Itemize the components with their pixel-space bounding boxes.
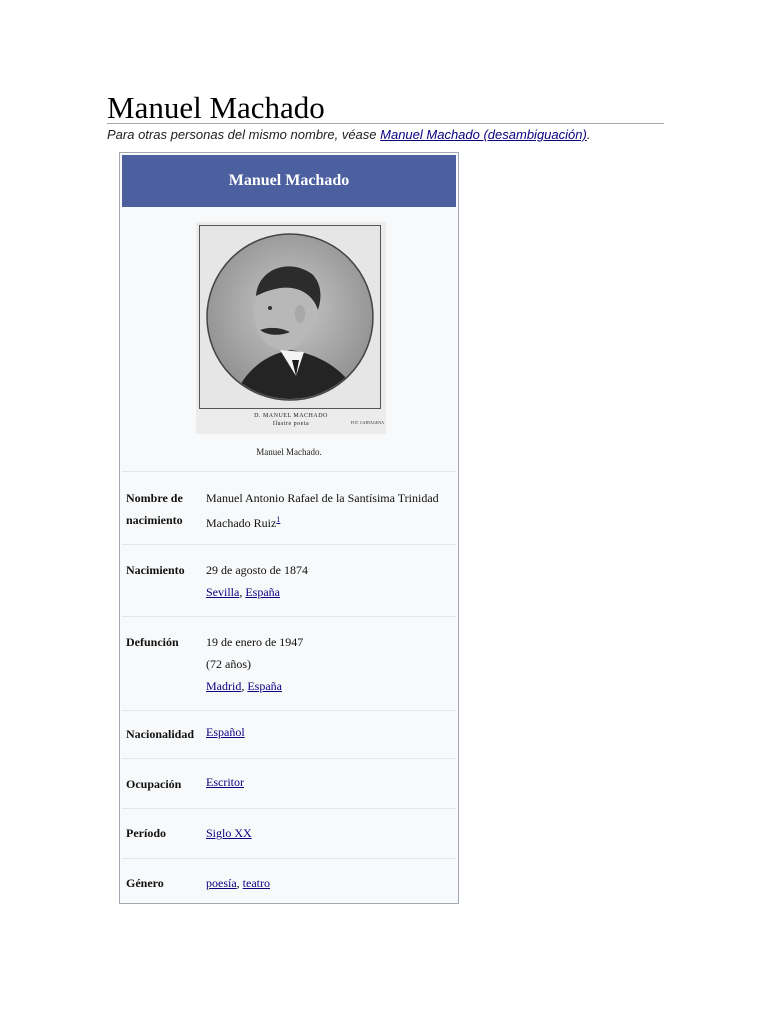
period-label: Período — [126, 826, 166, 840]
page-title: Manuel Machado — [107, 90, 325, 125]
occupation-label: Ocupación — [126, 777, 182, 791]
birth-value: 29 de agosto de 1874 Sevilla, España — [206, 563, 308, 599]
row-birth — [122, 545, 456, 617]
death-city-link[interactable]: Madrid — [206, 679, 242, 693]
birth-city-link[interactable]: Sevilla — [206, 585, 240, 599]
birth-country-link[interactable]: España — [245, 585, 280, 599]
infobox-image-cell — [122, 211, 456, 472]
occupation-link[interactable]: Escritor — [206, 775, 244, 789]
portrait-photo — [200, 226, 380, 408]
infobox — [119, 152, 459, 904]
birth-name-label: Nombre de nacimiento — [126, 491, 183, 527]
genre-value: poesía, teatro — [206, 876, 270, 890]
period-link[interactable]: Siglo XX — [206, 826, 252, 840]
row-death — [122, 617, 456, 711]
genre-label: Género — [126, 876, 164, 890]
row-period — [122, 809, 456, 859]
portrait-credit: FOT. CARTAGENA — [350, 420, 384, 425]
birth-label: Nacimiento — [126, 563, 185, 577]
death-value: 19 de enero de 1947 (72 años) Madrid, España — [206, 635, 304, 693]
infobox-header: Manuel Machado — [122, 155, 456, 207]
row-birth-name — [122, 473, 456, 545]
reference-link[interactable]: 1 — [276, 515, 281, 524]
hatnote-suffix: . — [586, 127, 591, 142]
portrait-inscription: D. MANUEL MACHADO Ilustre poeta — [254, 413, 328, 427]
occupation-value — [206, 771, 454, 793]
row-occupation — [122, 759, 456, 809]
title-divider — [107, 123, 664, 124]
row-genre — [122, 859, 456, 903]
period-value — [206, 822, 454, 844]
nationality-link[interactable]: Español — [206, 725, 245, 739]
death-country-link[interactable]: España — [247, 679, 282, 693]
birth-name-value: Manuel Antonio Rafael de la Santísima Trinidad Machado Ruiz$^1$ — [206, 491, 439, 530]
nationality-value — [206, 721, 454, 743]
genre-theatre-link[interactable]: teatro — [242, 876, 270, 890]
death-label: Defunción — [126, 635, 179, 649]
image-caption: Manuel Machado. — [256, 447, 322, 457]
nationality-label: Nacionalidad — [126, 727, 195, 741]
hatnote — [107, 126, 590, 144]
row-nationality — [122, 711, 456, 759]
portrait-frame — [199, 225, 381, 409]
disambiguation-link[interactable]: Manuel Machado (desambiguación) — [380, 127, 587, 142]
portrait-image[interactable] — [196, 222, 386, 434]
hatnote-prefix: Para otras personas del mismo nombre, véase — [107, 127, 381, 142]
genre-poetry-link[interactable]: poesía — [206, 876, 237, 890]
